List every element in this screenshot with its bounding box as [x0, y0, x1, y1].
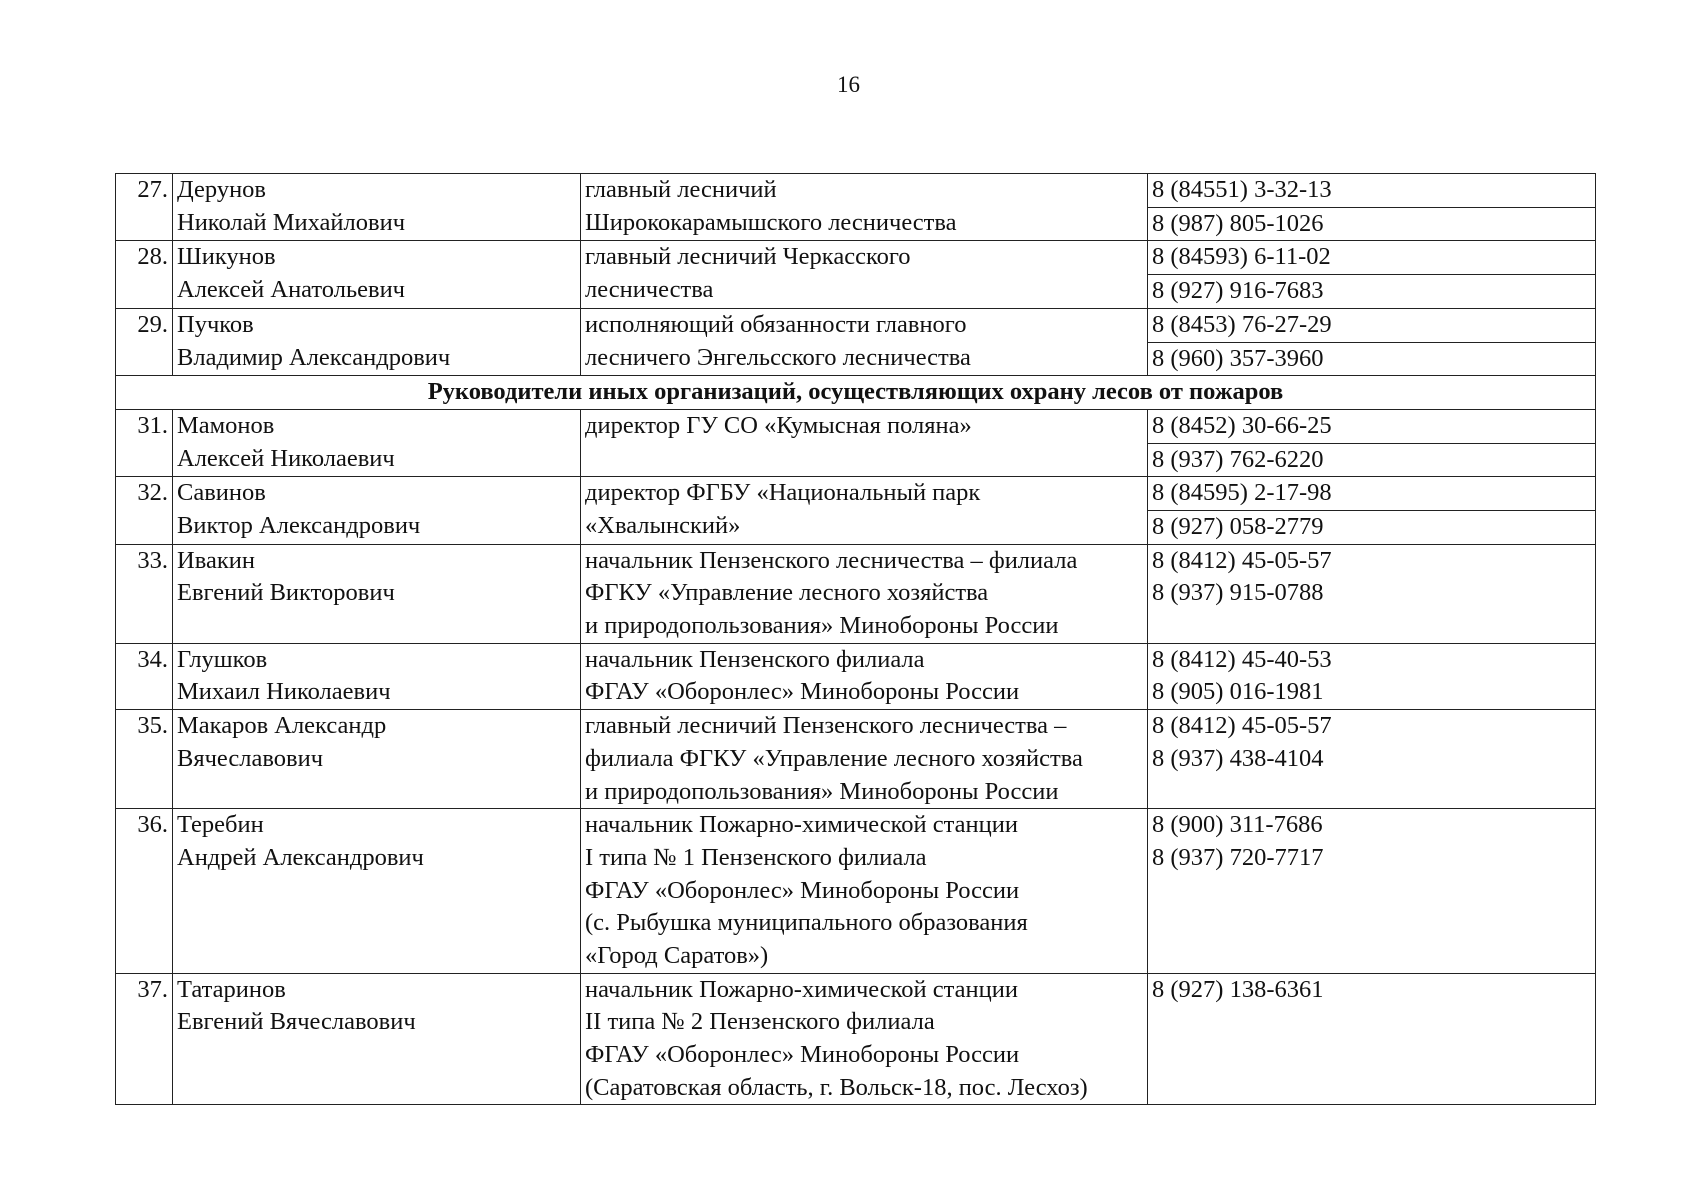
row-number: 31. — [116, 409, 173, 476]
row-number: 28. — [116, 241, 173, 308]
person-name: Дерунов Николай Михайлович — [173, 174, 581, 241]
table-row — [116, 710, 1596, 809]
phone-number: 8 (987) 805-1026 — [1148, 207, 1596, 241]
table-row — [116, 477, 1596, 511]
contacts-table — [115, 173, 1596, 1105]
page-number: 16 — [837, 72, 860, 97]
person-position: директор ГУ СО «Кумысная поляна» — [581, 409, 1148, 476]
person-name: Пучков Владимир Александрович — [173, 308, 581, 375]
phone-number: 8 (960) 357-3960 — [1148, 342, 1596, 376]
row-number: 33. — [116, 544, 173, 643]
row-number: 32. — [116, 477, 173, 544]
table-row — [116, 973, 1596, 1105]
person-name: Глушков Михаил Николаевич — [173, 643, 581, 709]
row-number: 27. — [116, 174, 173, 241]
table-row — [116, 174, 1596, 208]
person-position: начальник Пожарно-химической станции I типа № 1 Пензенского филиала ФГАУ «Оборонлес» Минобороны России (с. Рыбушка муниципального образования «Город Саратов») — [581, 809, 1148, 973]
row-number: 37. — [116, 973, 173, 1105]
phone-numbers: 8 (900) 311-7686 8 (937) 720-7717 — [1148, 809, 1596, 973]
person-position: исполняющий обязанности главного лесничего Энгельсского лесничества — [581, 308, 1148, 375]
phone-number: 8 (84595) 2-17-98 — [1148, 477, 1596, 511]
phone-numbers: 8 (8412) 45-40-53 8 (905) 016-1981 — [1148, 643, 1596, 709]
phone-number: 8 (927) 058-2779 — [1148, 511, 1596, 545]
section-heading: Руководители иных организаций, осуществляющих охрану лесов от пожаров — [116, 376, 1596, 410]
row-number: 35. — [116, 710, 173, 809]
person-position: начальник Пензенского филиала ФГАУ «Оборонлес» Минобороны России — [581, 643, 1148, 709]
person-name: Ивакин Евгений Викторович — [173, 544, 581, 643]
table-row — [116, 241, 1596, 275]
person-name: Татаринов Евгений Вячеславович — [173, 973, 581, 1105]
phone-number: 8 (84593) 6-11-02 — [1148, 241, 1596, 275]
phone-numbers: 8 (8412) 45-05-57 8 (937) 915-0788 — [1148, 544, 1596, 643]
row-number: 29. — [116, 308, 173, 375]
person-name: Мамонов Алексей Николаевич — [173, 409, 581, 476]
table-row — [116, 308, 1596, 342]
table-row — [116, 643, 1596, 709]
person-position: директор ФГБУ «Национальный парк «Хвалынский» — [581, 477, 1148, 544]
phone-number: 8 (84551) 3-32-13 — [1148, 174, 1596, 208]
section-row — [116, 376, 1596, 410]
phone-number: 8 (937) 762-6220 — [1148, 443, 1596, 477]
person-position: главный лесничий Ширококарамышского лесничества — [581, 174, 1148, 241]
phone-number: 8 (927) 916-7683 — [1148, 275, 1596, 309]
person-name: Савинов Виктор Александрович — [173, 477, 581, 544]
table-row — [116, 809, 1596, 973]
phone-number: 8 (8452) 30-66-25 — [1148, 409, 1596, 443]
row-number: 34. — [116, 643, 173, 709]
phone-numbers: 8 (927) 138-6361 — [1148, 973, 1596, 1105]
person-position: главный лесничий Черкасского лесничества — [581, 241, 1148, 308]
person-position: начальник Пожарно-химической станции II типа № 2 Пензенского филиала ФГАУ «Оборонлес» Минобороны России (Саратовская область, г. Вольск-18, пос. Лесхоз) — [581, 973, 1148, 1105]
row-number: 36. — [116, 809, 173, 973]
phone-numbers: 8 (8412) 45-05-57 8 (937) 438-4104 — [1148, 710, 1596, 809]
person-name: Шикунов Алексей Анатольевич — [173, 241, 581, 308]
phone-number: 8 (8453) 76-27-29 — [1148, 308, 1596, 342]
person-name: Теребин Андрей Александрович — [173, 809, 581, 973]
person-position: главный лесничий Пензенского лесничества – филиала ФГКУ «Управление лесного хозяйства и природопользования» Минобороны России — [581, 710, 1148, 809]
table-row — [116, 409, 1596, 443]
person-position: начальник Пензенского лесничества – филиала ФГКУ «Управление лесного хозяйства и природопользования» Минобороны России — [581, 544, 1148, 643]
person-name: Макаров Александр Вячеславович — [173, 710, 581, 809]
table-row — [116, 544, 1596, 643]
